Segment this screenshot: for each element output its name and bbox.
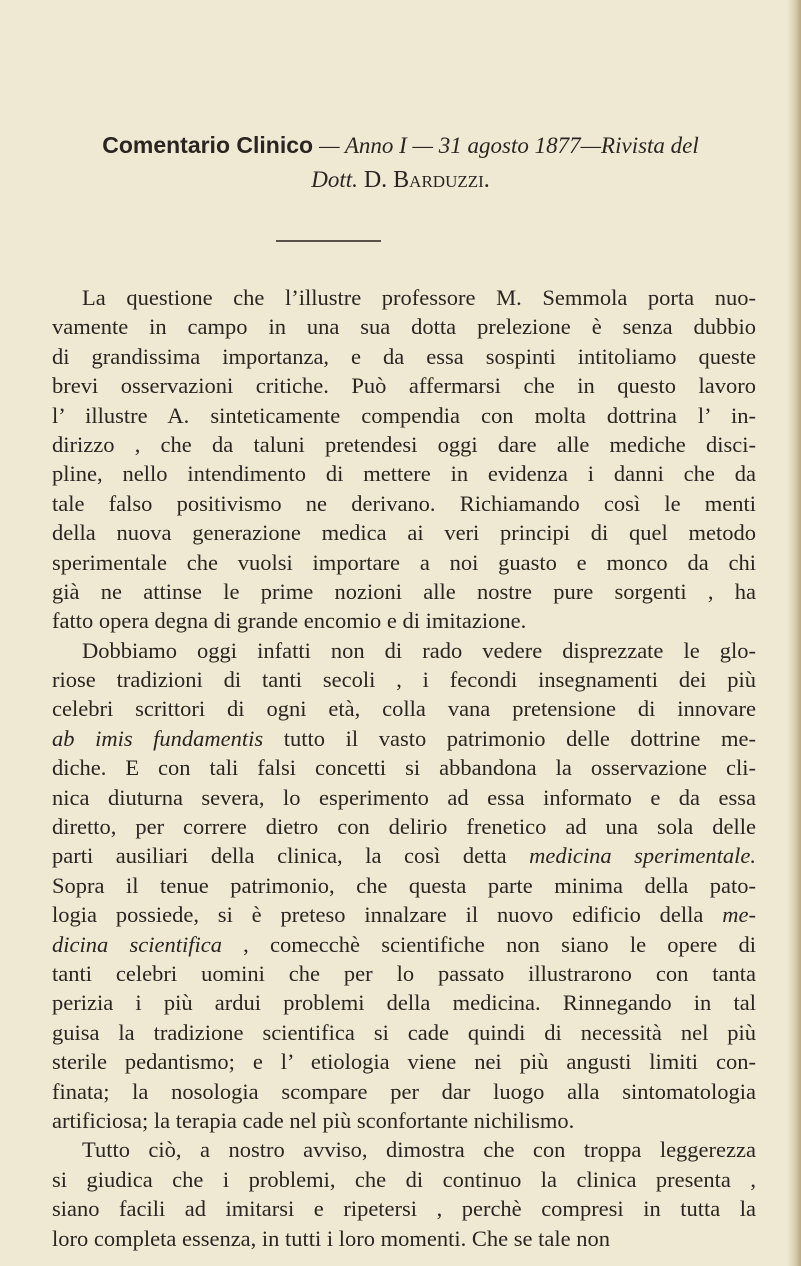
text-line <box>52 841 756 870</box>
text-line <box>52 753 756 782</box>
text-line <box>52 665 756 694</box>
text-segment: finata; la nosologia scompare per dar luogo alla sintomatologia <box>52 1078 756 1104</box>
text-line <box>52 871 756 900</box>
author-name: D. Barduzzi. <box>363 167 490 193</box>
text-segment: , comecchè scientifiche non siano le opere di <box>221 931 756 957</box>
separator-rule <box>276 240 381 242</box>
author-prefix: Dott. <box>311 167 358 192</box>
text-line <box>52 1077 756 1106</box>
text-segment: tale falso positivismo ne derivano. Richiamando così le menti <box>52 490 756 516</box>
text-segment: Tutto ciò, a nostro avviso, dimostra che con troppa leggerezza <box>82 1137 756 1163</box>
text-segment: della nuova generazione medica ai veri principi di quel metodo <box>52 520 756 546</box>
text-segment: sterile pedantismo; e l’ etiologia viene nei più angusti limiti con- <box>52 1049 756 1075</box>
italic-text: ab imis fundamentis <box>52 725 264 751</box>
text-segment: La questione che l’illustre professore M. Semmola porta nuo- <box>82 285 756 310</box>
header-line-1 <box>0 128 801 163</box>
text-segment: brevi osservazioni critiche. Può affermarsi che in questo lavoro <box>52 373 756 399</box>
text-segment: l’ illustre A. sinteticamente compendia con molta dottrina l’ in- <box>52 402 756 428</box>
text-segment: diretto, per correre dietro con delirio frenetico ad una sola delle <box>52 814 756 840</box>
text-line <box>52 1135 756 1164</box>
text-segment: sperimentale che vuolsi importare a noi guasto e monco da chi <box>52 549 756 575</box>
journal-title: Comentario Clinico <box>102 132 314 158</box>
text-segment: perizia i più ardui problemi della medicina. Rinnegando in tal <box>52 990 756 1016</box>
article-header <box>0 128 801 197</box>
text-segment: fatto opera degna di grande encomio e di imitazione. <box>52 608 527 634</box>
text-line <box>52 900 756 929</box>
text-line <box>52 518 756 547</box>
italic-text: me- <box>722 902 756 928</box>
text-segment: pline, nello intendimento di mettere in evidenza i danni che da <box>52 461 756 487</box>
text-line <box>52 1106 756 1135</box>
text-segment: vamente in campo in una sua dotta prelezione è senza dubbio <box>52 314 756 340</box>
header-line-2 <box>0 163 801 197</box>
text-segment: artificiosa; la terapia cade nel più sconfortante nichilismo. <box>52 1107 575 1133</box>
text-line <box>52 1047 756 1076</box>
text-segment: dirizzo , che da taluni pretendesi oggi dare alle mediche disci- <box>52 431 756 457</box>
text-line <box>52 812 756 841</box>
text-segment: Dobbiamo oggi infatti non di rado vedere disprezzate le glo- <box>82 637 756 663</box>
text-line <box>52 930 756 959</box>
italic-text: dicina scientifica <box>52 931 222 957</box>
text-segment: celebri scrittori di ogni età, colla vana pretensione di innovare <box>52 696 756 722</box>
issue-info: — Anno I — 31 agosto 1877—Rivista del <box>319 133 699 158</box>
text-segment: logia possiede, si è preteso innalzare il nuovo edificio della <box>52 902 723 928</box>
text-line <box>52 959 756 988</box>
text-segment: siano facili ad imitarsi e ripetersi , perchè compresi in tutta la <box>52 1196 756 1222</box>
text-line <box>52 283 756 312</box>
text-segment: Sopra il tenue patrimonio, che questa parte minima della pato- <box>52 872 756 898</box>
text-segment: si giudica che i problemi, che di continuo la clinica presenta , <box>52 1166 756 1192</box>
text-line <box>52 1018 756 1047</box>
text-line <box>52 606 756 635</box>
text-line <box>52 459 756 488</box>
text-line <box>52 577 756 606</box>
text-segment: tanti celebri uomini che per lo passato illustrarono con tanta <box>52 960 756 986</box>
text-segment: parti ausiliari della clinica, la così detta <box>52 843 530 869</box>
text-line <box>52 401 756 430</box>
text-line <box>52 988 756 1017</box>
text-line <box>52 694 756 723</box>
text-line <box>52 783 756 812</box>
text-line <box>52 1165 756 1194</box>
text-segment: guisa la tradizione scientifica si cade quindi di necessità nel più <box>52 1019 756 1045</box>
text-line <box>52 312 756 341</box>
text-line <box>52 636 756 665</box>
text-line <box>52 342 756 371</box>
text-segment: diche. E con tali falsi concetti si abbandona la osservazione cli- <box>52 755 756 781</box>
text-line <box>52 724 756 753</box>
text-segment: loro completa essenza, in tutti i loro momenti. Che se tale non <box>52 1225 610 1251</box>
text-segment: nica diuturna severa, lo esperimento ad essa informato e da essa <box>52 784 756 810</box>
text-segment: riose tradizioni di tanti secoli , i fecondi insegnamenti dei più <box>52 667 756 693</box>
text-segment: tutto il vasto patrimonio delle dottrine me- <box>263 725 756 751</box>
text-line <box>52 1224 756 1253</box>
text-line <box>52 548 756 577</box>
text-line <box>52 371 756 400</box>
text-segment: di grandissima importanza, e da essa sospinti intitoliamo queste <box>52 343 756 369</box>
text-line <box>52 489 756 518</box>
text-line <box>52 430 756 459</box>
italic-text: medicina sperimentale. <box>529 843 757 869</box>
text-segment: già ne attinse le prime nozioni alle nostre pure sorgenti , ha <box>52 578 756 604</box>
article-body <box>52 283 756 1253</box>
text-line <box>52 1194 756 1223</box>
